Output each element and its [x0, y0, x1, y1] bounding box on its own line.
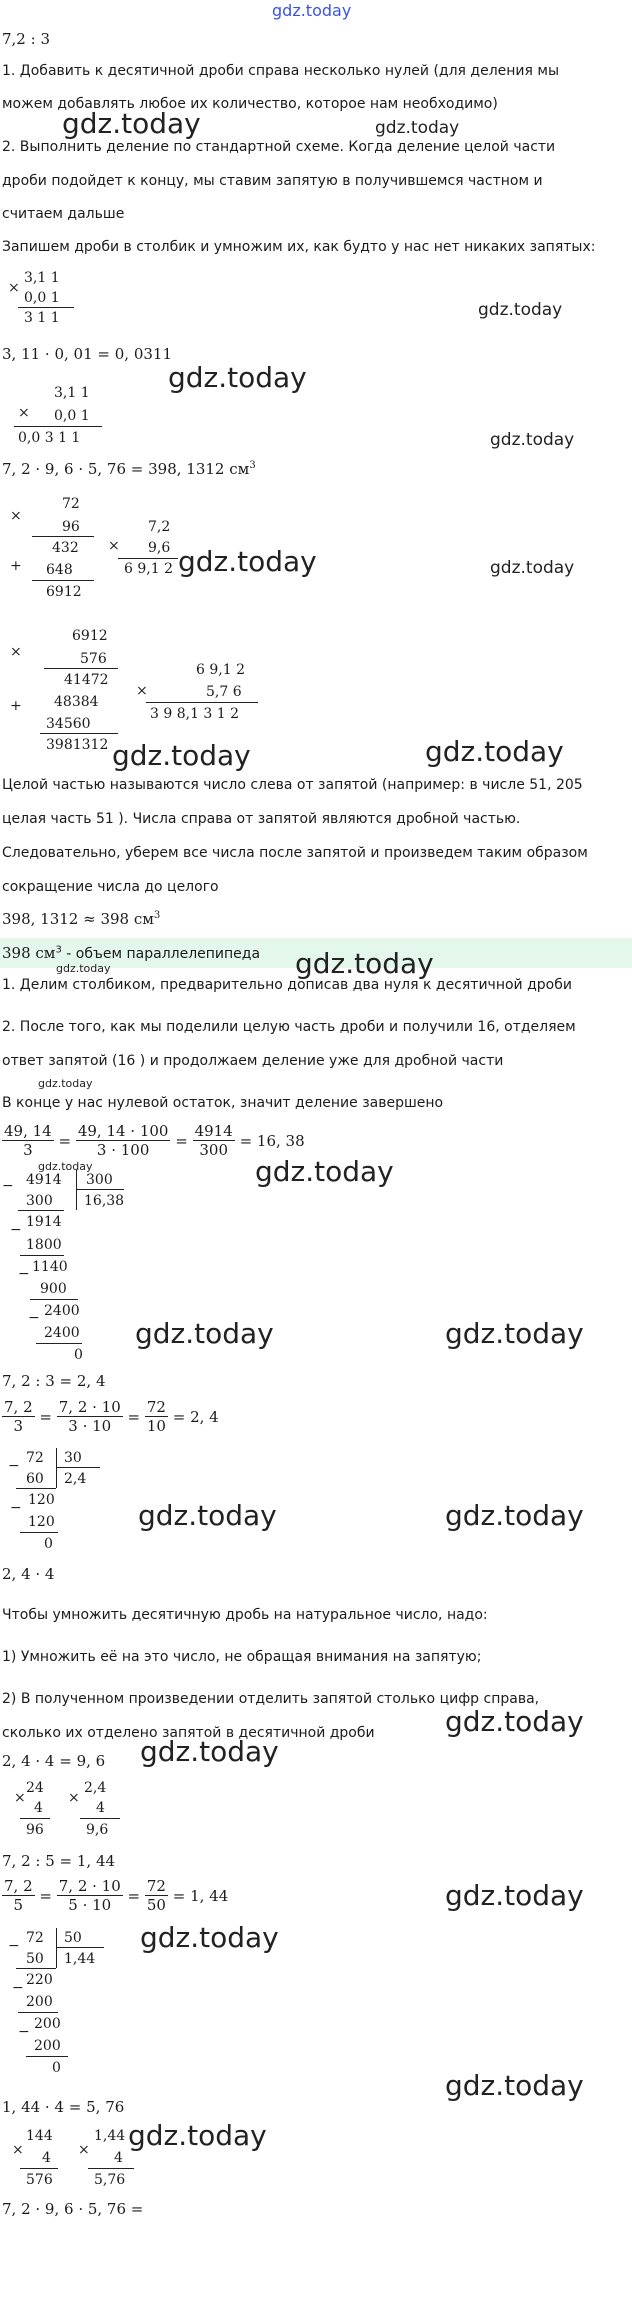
watermark: gdz.today — [445, 1317, 584, 1350]
watermark: gdz.today — [445, 1879, 584, 1912]
explanation-text: целая часть 51 ). Числа справа от запятой являются дробной частью. — [2, 811, 521, 827]
step-text: 1. Добавить к десятичной дроби справа несколько нулей (для деления мы — [2, 63, 560, 79]
watermark: gdz.today — [38, 1160, 93, 1173]
approximation: 398, 1312 ≈ 398 $см^3$ — [2, 910, 161, 928]
explanation-text: Следовательно, уберем все числа после запятой и произведем таким образом — [2, 845, 588, 861]
watermark: gdz.today — [128, 2119, 267, 2152]
equation: 7, 2 : 5 = 1, 44 — [2, 1852, 116, 1870]
explanation-text: сокращение числа до целого — [2, 879, 219, 895]
step-text: 1. Делим столбиком, предварительно дописав два нуля к десятичной дроби — [2, 977, 572, 993]
product: 3 1 1 — [24, 310, 60, 326]
step-text: ответ запятой (16 ) и продолжаем деление уже для дробной части — [2, 1053, 504, 1069]
step-text: 2. Выполнить деление по стандартной схеме. Когда деление целой части — [2, 139, 556, 155]
watermark: gdz.today — [112, 739, 251, 772]
watermark: gdz.today — [445, 1499, 584, 1532]
watermark: gdz.today — [62, 107, 201, 140]
equation: 2, 4 · 4 = 9, 6 — [2, 1752, 106, 1770]
watermark: gdz.today — [375, 118, 460, 138]
watermark: gdz.today — [445, 1705, 584, 1738]
equation: 7, 2 · 9, 6 · 5, 76 = 398, 1312 $см^3$ — [2, 460, 256, 478]
watermark: gdz.today — [38, 1077, 93, 1090]
watermark: gdz.today — [490, 558, 575, 578]
watermark: gdz.today — [168, 361, 307, 394]
watermark: gdz.today — [178, 545, 317, 578]
step-text: считаем дальше — [2, 206, 125, 222]
watermark: gdz.today — [445, 2069, 584, 2102]
fraction-equation: $\frac{7, 2}{5}$ = $\frac{7, 2 \cdot 10}{5 \cdot 10}$ = $\frac{72}{50}$ = 1, 44 — [4, 1877, 229, 1914]
fraction-equation: $\frac{7, 2}{3}$ = $\frac{7, 2 \cdot 10}{3 \cdot 10}$ = $\frac{72}{10}$ = 2, 4 — [4, 1398, 219, 1435]
site-link[interactable]: gdz.today — [272, 1, 352, 20]
watermark: gdz.today — [478, 300, 563, 320]
step-text: можем добавлять любое их количество, которое нам необходимо) — [2, 96, 498, 112]
watermark: gdz.today — [490, 430, 575, 450]
expression: 2, 4 · 4 — [2, 1565, 55, 1583]
rule-text: сколько их отделено запятой в десятичной дроби — [2, 1725, 375, 1741]
equation: 7, 2 · 9, 6 · 5, 76 = — [2, 2200, 144, 2218]
equation: 1, 44 · 4 = 5, 76 — [2, 2098, 125, 2116]
equation: 7, 2 : 3 = 2, 4 — [2, 1372, 106, 1390]
equation: 3, 11 · 0, 01 = 0, 0311 — [2, 345, 172, 363]
watermark: gdz.today — [140, 1735, 279, 1768]
answer-text: 398 $см^3$ - объем параллелепипеда — [2, 944, 261, 962]
watermark: gdz.today — [255, 1155, 394, 1188]
rule-text: 1) Умножить её на это число, не обращая внимания на запятую; — [2, 1649, 482, 1665]
note-text: В конце у нас нулевой остаток, значит деление завершено — [2, 1095, 444, 1111]
factor: 3,1 1 — [24, 270, 60, 286]
factor: 0,0 1 — [24, 290, 60, 306]
watermark: gdz.today — [295, 947, 434, 980]
watermark: gdz.today — [135, 1317, 274, 1350]
expression: 7,2 : 3 — [2, 30, 50, 48]
watermark: gdz.today — [56, 962, 111, 975]
rule-text: 2) В полученном произведении отделить запятой столько цифр справа, — [2, 1691, 540, 1707]
explanation-text: Целой частью называются число слева от запятой (например: в числе 51, 205 — [2, 777, 583, 793]
watermark: gdz.today — [425, 735, 564, 768]
intro-text: Запишем дроби в столбик и умножим их, как будто у нас нет никаких запятых: — [2, 239, 596, 255]
rule-text: Чтобы умножить десятичную дробь на натуральное число, надо: — [2, 1607, 488, 1623]
fraction-equation: $\frac{49, 14}{3}$ = $\frac{49, 14 \cdot 100}{3 \cdot 100}$ = $\frac{4914}{300}$ = 16, 38 — [4, 1122, 305, 1159]
step-text: 2. После того, как мы поделили целую часть дроби и получили 16, отделяем — [2, 1019, 576, 1035]
watermark: gdz.today — [140, 1921, 279, 1954]
watermark: gdz.today — [138, 1499, 277, 1532]
step-text: дроби подойдет к концу, мы ставим запятую в получившемся частном и — [2, 173, 543, 189]
